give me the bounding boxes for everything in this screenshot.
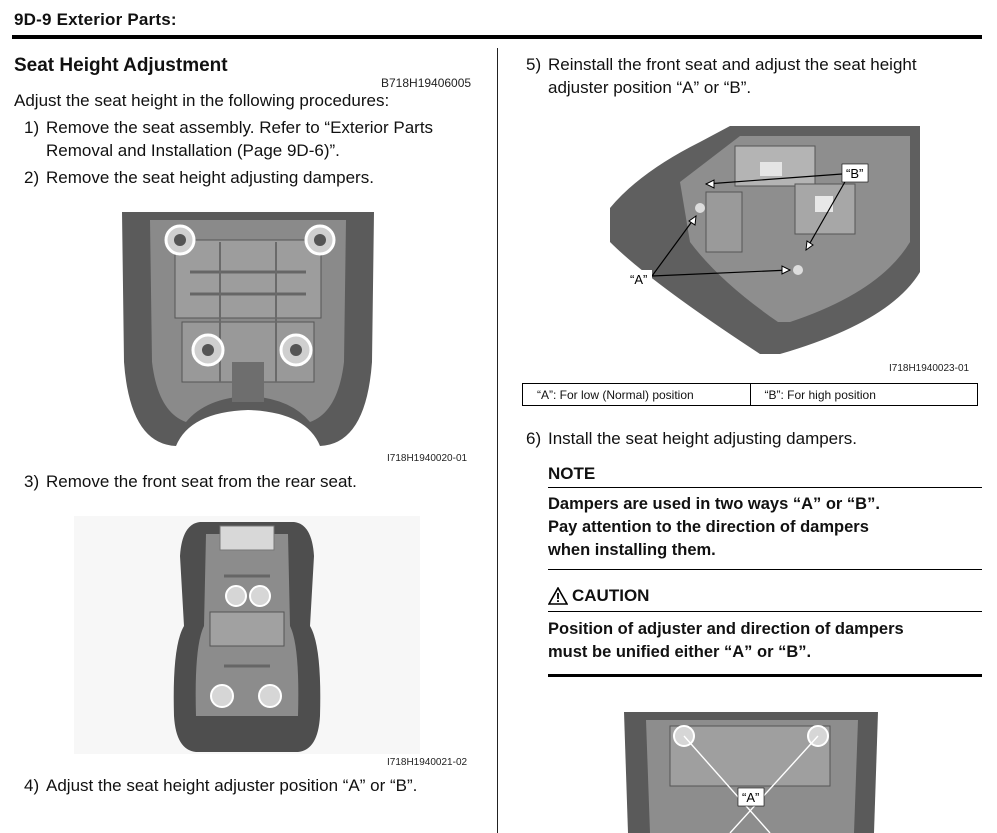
figure-caption: I718H1940021-02: [387, 757, 468, 768]
header-rule: [12, 35, 982, 39]
step-text-line: Remove the front seat from the rear seat.: [46, 472, 357, 491]
step-3: [24, 470, 357, 493]
step-number: 1): [24, 118, 40, 137]
step-text-line: Adjust the seat height adjuster position “A” or “B”.: [46, 776, 418, 795]
adjuster-position-photo: [610, 122, 920, 356]
step-6: [526, 427, 857, 450]
step-text-line: Removal and Installation (Page 9D-6)”.: [46, 141, 340, 160]
note-body: [548, 493, 880, 562]
legend-cell-b: “B”: For high position: [750, 384, 978, 405]
caution-line: must be unified either “A” or “B”.: [548, 643, 812, 661]
step-text-line: Reinstall the front seat and adjust the seat height: [548, 55, 917, 74]
figure-caption: I718H1940023-01: [889, 363, 970, 374]
caution-bottom-rule: [548, 674, 982, 677]
step-number: 6): [526, 429, 542, 448]
page-title: Seat Height Adjustment: [14, 55, 228, 76]
step-number: 2): [24, 168, 40, 187]
step-number: 5): [526, 55, 542, 74]
step-text-line: Remove the seat height adjusting dampers.: [46, 168, 374, 187]
step-number: 3): [24, 472, 40, 491]
note-line: Pay attention to the direction of dampers: [548, 518, 869, 536]
note-title: NOTE: [548, 464, 596, 483]
note-line: when installing them.: [548, 541, 716, 559]
damper-direction-photo: [620, 708, 882, 833]
rear-seat-underside-photo: [120, 212, 376, 448]
caution-body: [548, 618, 904, 664]
step-text-line: Remove the seat assembly. Refer to “Exterior Parts: [46, 118, 434, 137]
front-seat-underside-photo: [74, 516, 420, 754]
step-5: [526, 53, 917, 99]
step-4: [24, 774, 417, 797]
step-text-line: adjuster position “A” or “B”.: [548, 78, 752, 97]
step-1: [24, 116, 433, 162]
caution-top-rule: [548, 611, 982, 612]
label-b: “B”: [846, 166, 864, 181]
label-a: “A”: [742, 790, 760, 805]
figure-caption: I718H1940020-01: [387, 453, 468, 464]
note-line: Dampers are used in two ways “A” or “B”.: [548, 495, 880, 513]
step-number: 4): [24, 776, 40, 795]
intro-text: Adjust the seat height in the following procedures:: [14, 91, 390, 110]
legend-cell-a: “A”: For low (Normal) position: [537, 387, 694, 402]
warning-triangle-icon: [548, 587, 568, 605]
caution-title: CAUTION: [572, 586, 650, 605]
step-2: [24, 166, 374, 189]
label-a: “A”: [630, 272, 648, 287]
step-text-line: Install the seat height adjusting dampers.: [548, 429, 858, 448]
document-code: B718H19406005: [381, 76, 472, 90]
note-bottom-rule: [548, 569, 982, 570]
column-divider: [497, 48, 498, 833]
legend-table: [522, 383, 978, 406]
caution-line: Position of adjuster and direction of dampers: [548, 620, 904, 638]
section-header: 9D-9 Exterior Parts:: [14, 10, 177, 29]
caution-heading: [548, 586, 649, 606]
note-top-rule: [548, 487, 982, 488]
